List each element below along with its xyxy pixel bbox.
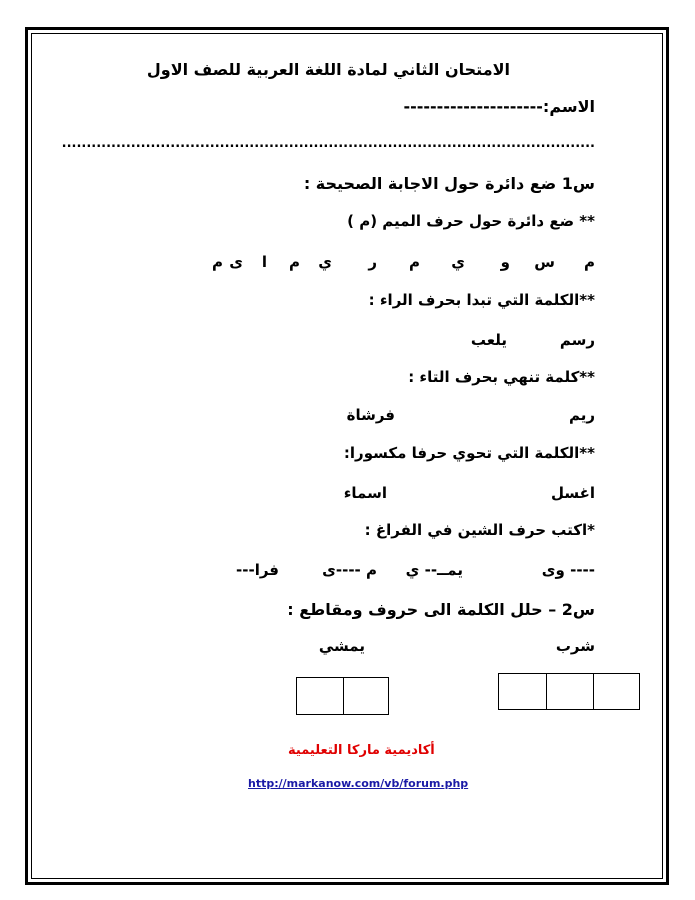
q1-blank-4: فرا--- <box>236 561 279 579</box>
q2-word-1: شرب <box>555 637 595 655</box>
q1-blank-2: يمــ-- ي <box>405 561 463 579</box>
dotted-line: ............................................................................................................ <box>61 136 595 151</box>
q1-letter-8: م <box>289 253 300 271</box>
q2-word-2-answer-boxes <box>296 677 389 715</box>
q2-heading: س2 – حلل الكلمة الى حروف ومقاطع : <box>287 600 595 619</box>
box-divider <box>593 674 594 709</box>
q1-part-c-option-1: ريم <box>568 406 595 424</box>
q1-letter-1: م <box>584 253 595 271</box>
q1-letter-6: ر <box>368 253 377 271</box>
exam-title: الامتحان الثاني لمادة اللغة العربية للصف الاول <box>146 60 510 79</box>
q2-word-2: يمشي <box>318 637 365 655</box>
q1-part-a-prompt: ** ضع دائرة حول حرف الميم (م ) <box>347 212 595 230</box>
q1-part-d-option-2: اسماء <box>343 484 387 502</box>
q1-part-e-prompt: *اكتب حرف الشين في الفراغ : <box>364 521 595 539</box>
q1-heading: س1 ضع دائرة حول الاجابة الصحيحة : <box>303 174 595 193</box>
q1-part-d-prompt: **الكلمة التي تحوي حرفا مكسورا: <box>343 444 595 462</box>
q1-letter-5: م <box>409 253 420 271</box>
q1-letter-10: ى <box>229 253 243 271</box>
q1-letter-9: ا <box>261 253 267 271</box>
q1-letter-11: م <box>212 253 223 271</box>
q1-letter-4: ي <box>451 253 465 271</box>
box-divider <box>546 674 547 709</box>
academy-name: أكاديمية ماركا التعليمية <box>288 743 435 758</box>
forum-link[interactable]: http://markanow.com/vb/forum.php <box>248 777 469 790</box>
q1-part-b-option-1: رسم <box>559 331 595 349</box>
q1-blank-1: ---- وى <box>541 561 595 579</box>
q1-letter-2: س <box>534 253 555 271</box>
q1-part-c-prompt: **كلمة تنهي بحرف التاء : <box>408 368 595 386</box>
q1-part-b-option-2: يلعب <box>470 331 507 349</box>
q1-letter-7: ي <box>318 253 332 271</box>
name-field: الاسم:--------------------- <box>403 97 595 116</box>
box-divider <box>343 678 344 714</box>
q1-blank-3: م ----ى <box>322 561 377 579</box>
q1-part-d-option-1: اغسل <box>550 484 595 502</box>
q1-letter-3: و <box>500 253 510 271</box>
q2-word-1-answer-boxes <box>498 673 640 710</box>
q1-part-b-prompt: **الكلمة التي تبدا بحرف الراء : <box>368 291 595 309</box>
q1-part-c-option-2: فرشاة <box>346 406 395 424</box>
